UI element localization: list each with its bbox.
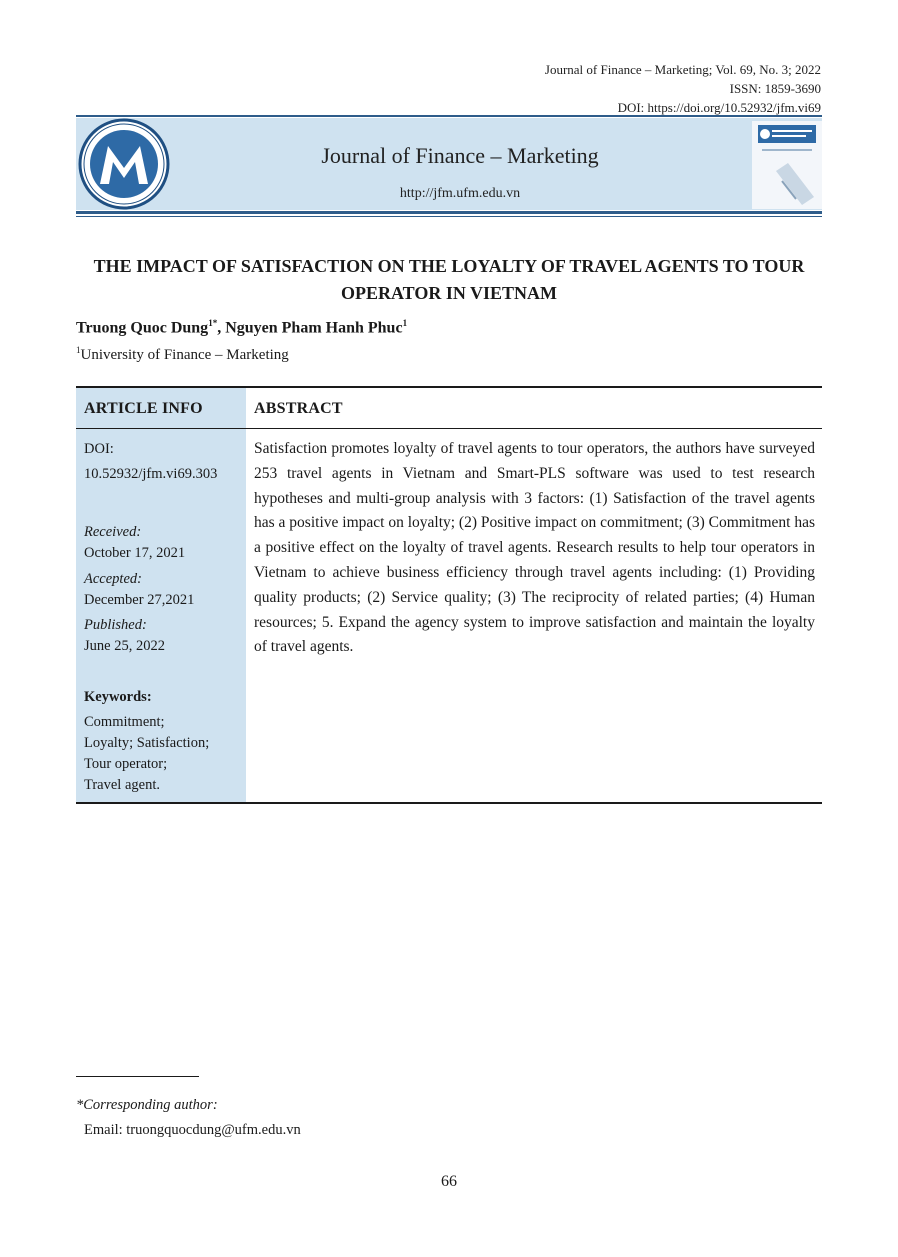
table-header-rule (76, 428, 822, 429)
affiliation-sup: 1 (76, 345, 81, 355)
doi-label: DOI: (84, 441, 114, 457)
keyword-item: Commitment; (84, 714, 165, 730)
journal-name: Journal of Finance – Marketing (321, 143, 599, 168)
issn: ISSN: 1859-3690 (729, 81, 821, 96)
article-title: THE IMPACT OF SATISFACTION ON THE LOYALTY OF TRAVEL AGENTS TO TOUR OPERATOR IN VIETNAM (93, 256, 805, 303)
accepted-label: Accepted: (84, 571, 142, 587)
author-1-sup: 1* (208, 318, 218, 328)
abstract-text: Satisfaction promotes loyalty of travel agents to tour operators, the authors have surveyed 253 travel agents in Vietnam and Smart-PLS software was used to test research hypotheses and multi-group analysis with 3 factors: (1) Satisfaction of the travel agents has a positive impact on loyalty; (2) Positive impact on commitment; (3) Commitment has a positive effect on the loyalty of travel agents. Research results to help tour operators in Vietnam to achieve business efficiency through travel agents including: (1) Providing quality products; (2) Service quality; (3) The reciprocity of related parties; (4) Human resources; 5. Expand the agency system to improve satisfaction and maintain the loyalty of travel agents. (254, 440, 815, 656)
published-date: June 25, 2022 (84, 638, 165, 654)
abstract-heading: ABSTRACT (254, 400, 343, 417)
author-2: Nguyen Pham Hanh Phuc (225, 319, 403, 337)
journal-cover-thumbnail (752, 121, 822, 209)
citation: Journal of Finance – Marketing; Vol. 69, No. 3; 2022 (544, 62, 821, 77)
doi-value[interactable]: 10.52932/jfm.vi69.303 (84, 466, 218, 482)
table-top-rule (76, 386, 822, 388)
author-1: Truong Quoc Dung (76, 319, 209, 337)
banner-top-rule (76, 115, 822, 117)
accepted-date: December 27,2021 (84, 592, 195, 608)
banner-bottom-rule-thin (76, 216, 822, 217)
author-separator: , (217, 319, 226, 337)
journal-url[interactable]: http://jfm.ufm.edu.vn (399, 186, 521, 201)
page-number: 66 (441, 1173, 457, 1190)
affiliation (76, 345, 289, 364)
received-date: October 17, 2021 (84, 545, 186, 561)
journal-meta (545, 60, 821, 117)
affiliation-name: University of Finance – Marketing (80, 347, 289, 363)
table-bottom-rule (76, 802, 822, 804)
doi-header: DOI: https://doi.org/10.52932/jfm.vi69 (617, 100, 821, 115)
received-label: Received: (84, 524, 142, 540)
published-label: Published: (84, 617, 147, 633)
banner-bottom-rule (76, 211, 822, 214)
keyword-item: Tour operator; (84, 756, 168, 772)
keyword-item: Loyalty; Satisfaction; (84, 735, 210, 751)
footnote-label: *Corresponding author: (76, 1097, 218, 1113)
footnote-rule (76, 1076, 199, 1077)
article-info-heading: ARTICLE INFO (84, 400, 203, 417)
journal-logo (78, 118, 170, 210)
authors (76, 318, 407, 337)
keyword-item: Travel agent. (84, 777, 160, 793)
author-2-sup: 1 (402, 318, 408, 328)
footnote-email[interactable]: Email: truongquocdung@ufm.edu.vn (84, 1122, 301, 1138)
keywords-label: Keywords: (84, 689, 152, 705)
